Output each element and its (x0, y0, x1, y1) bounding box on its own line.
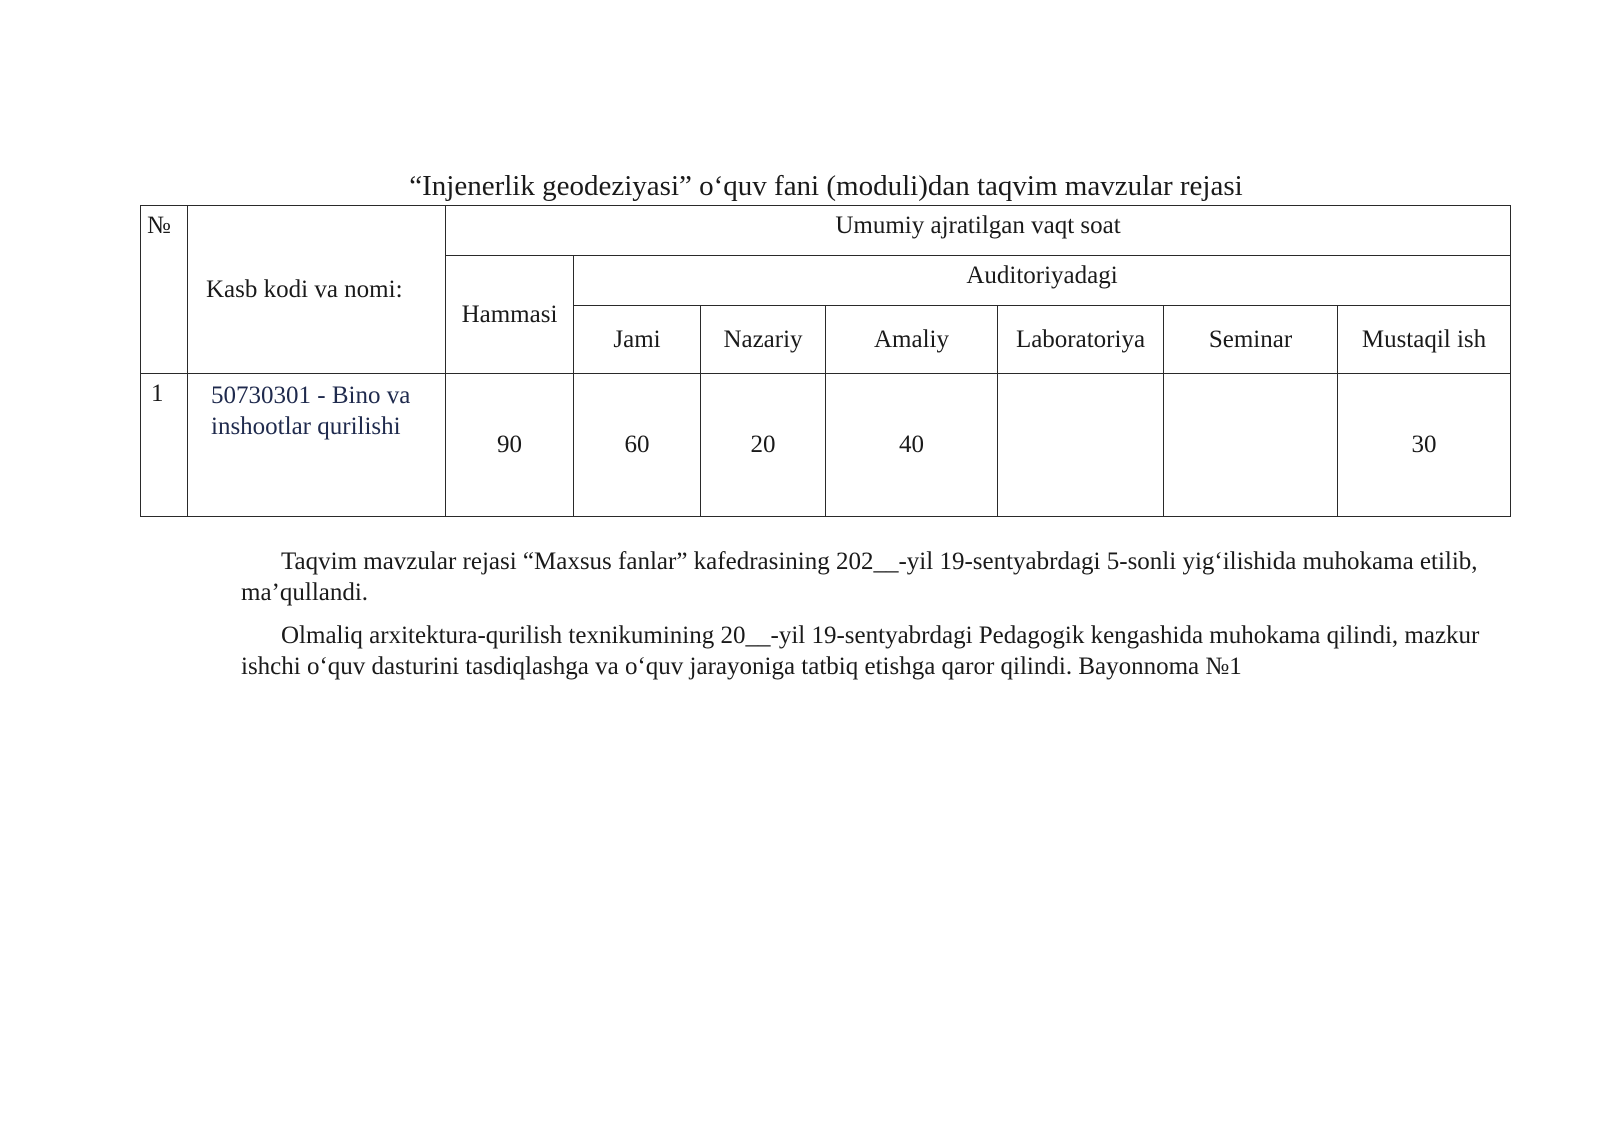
row-all: 90 (446, 374, 574, 517)
header-mustaqil: Mustaqil ish (1338, 306, 1511, 374)
row-profession: 50730301 - Bino va inshootlar qurilishi (188, 374, 446, 517)
header-total-hours: Umumiy ajratilgan vaqt soat (446, 206, 1511, 256)
paragraph-approval: Taqvim mavzular rejasi “Maxsus fanlar” kafedrasining 202__-yil 19-sentyabrdagi 5-sonli yig‘ilishida muhokama etilib, ma’qullandi. (241, 548, 1478, 606)
header-profession: Kasb kodi va nomi: (188, 206, 446, 374)
table-row (141, 374, 1511, 517)
header-laboratoriya: Laboratoriya (998, 306, 1164, 374)
row-amaliy: 40 (826, 374, 998, 517)
calendar-plan-table (140, 205, 1511, 517)
row-seminar (1164, 374, 1338, 517)
row-jami: 60 (574, 374, 701, 517)
row-number: 1 (141, 374, 188, 517)
row-mustaqil: 30 (1338, 374, 1511, 517)
header-seminar: Seminar (1164, 306, 1338, 374)
header-auditorium: Auditoriyadagi (574, 256, 1511, 306)
row-laboratoriya (998, 374, 1164, 517)
row-nazariy: 20 (701, 374, 826, 517)
document-title: “Injenerlik geodeziyasi” o‘quv fani (moduli)dan taqvim mavzular rejasi (409, 170, 1243, 202)
header-nazariy: Nazariy (701, 306, 826, 374)
paragraph-council: Olmaliq arxitektura-qurilish texnikumining 20__-yil 19-sentyabrdagi Pedagogik kengashida muhokama qilindi, mazkur ishchi o‘quv dasturini tasdiqlashga va o‘quv jarayoniga tatbiq etishga qaror qilindi. Bayonnoma №1 (241, 622, 1480, 680)
header-number: № (141, 206, 188, 374)
header-jami: Jami (574, 306, 701, 374)
header-all: Hammasi (446, 256, 574, 374)
header-amaliy: Amaliy (826, 306, 998, 374)
